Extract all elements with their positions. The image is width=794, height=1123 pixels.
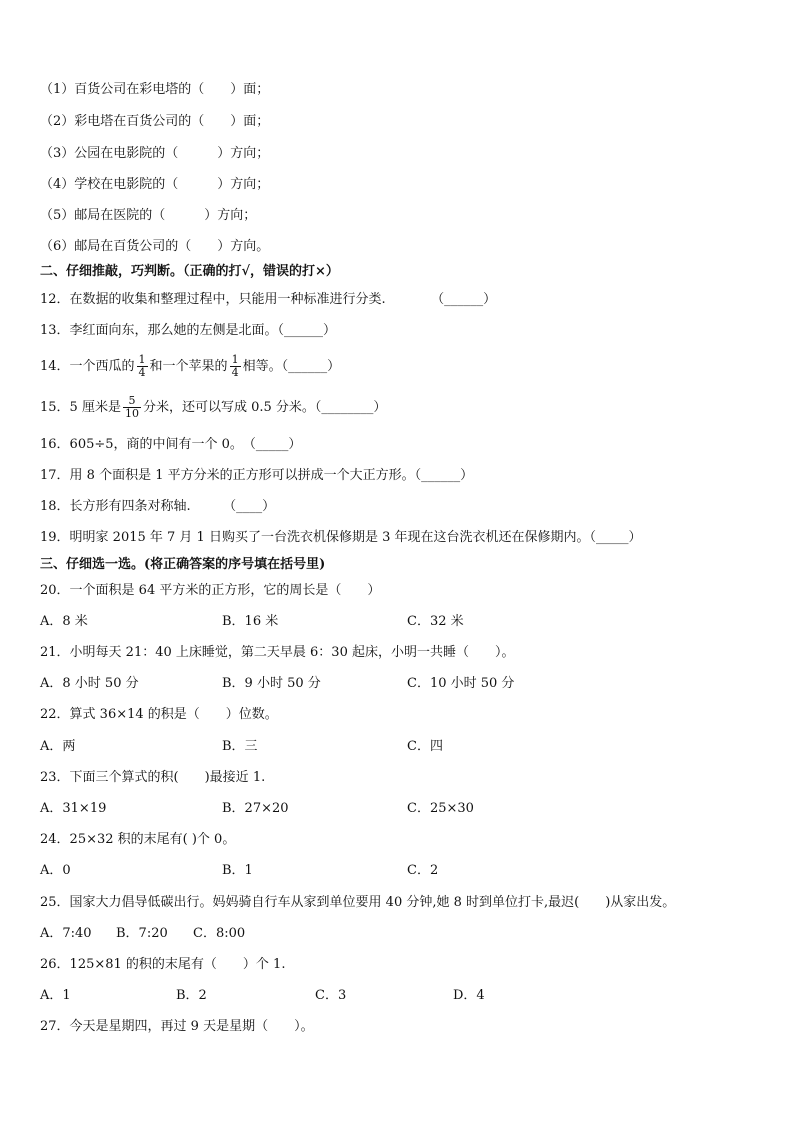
q26-option-d: D．4	[453, 988, 485, 1003]
q22-option-a: A．两	[40, 739, 76, 754]
question-23: 23．下面三个算式的积( )最接近 1.	[40, 770, 266, 785]
section3-header: 三、仔细选一选。(将正确答案的序号填在括号里)	[40, 557, 326, 572]
q24-option-a: A．0	[40, 863, 71, 878]
direction-item-1: （1）百货公司在彩电塔的（ ）面；	[40, 82, 270, 97]
question-27: 27．今天是星期四，再过 9 天是星期（ ）。	[40, 1019, 314, 1034]
direction-item-4: （4）学校在电影院的（ ）方向；	[40, 177, 270, 192]
question-22: 22．算式 36×14 的积是（ ）位数。	[40, 707, 278, 722]
question-18: 18．长方形有四条对称轴. （____）	[40, 499, 276, 514]
q14-fraction-1: $\frac{1}{4}$	[138, 353, 146, 379]
q25-option-c: C．8:00	[193, 926, 246, 941]
q14-text-pre: 14．一个西瓜的	[40, 359, 135, 374]
question-17: 17．用 8 个面积是 1 平方分米的正方形可以拼成一个大正方形。（______）	[40, 468, 474, 483]
q15-fraction: $\frac{5}{10}$	[124, 394, 139, 420]
q23-option-b: B．27×20	[222, 801, 289, 816]
q26-option-c: C．3	[315, 988, 347, 1003]
question-15	[40, 391, 386, 425]
q23-option-a: A．31×19	[40, 801, 107, 816]
direction-item-2: （2）彩电塔在百货公司的（ ）面；	[40, 114, 270, 129]
q14-fraction-2: $\frac{1}{4}$	[231, 353, 239, 379]
question-16: 16．605÷5，商的中间有一个 0。 （_____）	[40, 437, 302, 452]
direction-item-3: （3）公园在电影院的（ ）方向；	[40, 146, 270, 161]
question-25: 25．国家大力倡导低碳出行。妈妈骑自行车从家到单位要用 40 分钟,她 8 时到单位打卡,最迟( )从家出发。	[40, 895, 676, 910]
q20-option-b: B．16 米	[222, 614, 279, 629]
q23-option-c: C．25×30	[407, 801, 474, 816]
question-24: 24．25×32 积的末尾有( )个 0。	[40, 832, 236, 847]
q22-option-c: C．四	[407, 739, 443, 754]
q14-text-mid: 和一个苹果的	[149, 359, 228, 374]
question-20: 20．一个面积是 64 平方米的正方形，它的周长是（ ）	[40, 583, 381, 598]
question-21: 21．小明每天 21：40 上床睡觉，第二天早晨 6：30 起床，小明一共睡（ ）。	[40, 645, 515, 660]
q22-option-b: B．三	[222, 739, 258, 754]
q25-option-a: A．7:40	[40, 926, 92, 941]
q15-text-pre: 15．5 厘米是	[40, 400, 121, 415]
q21-option-c: C．10 小时 50 分	[407, 676, 515, 691]
question-26: 26．125×81 的积的末尾有（ ）个 1.	[40, 957, 286, 972]
q24-option-c: C．2	[407, 863, 439, 878]
q14-text-post: 相等。（______）	[242, 359, 341, 374]
question-12: 12．在数据的收集和整理过程中，只能用一种标准进行分类. （______）	[40, 292, 497, 307]
section2-header: 二、仔细推敲，巧判断。（正确的打√，错误的打×）	[40, 264, 339, 279]
q26-option-a: A．1	[40, 988, 71, 1003]
question-13: 13．李红面向东，那么她的左侧是北面。（______）	[40, 323, 337, 338]
direction-item-5: （5）邮局在医院的（ ）方向；	[40, 208, 257, 223]
q21-option-b: B．9 小时 50 分	[222, 676, 321, 691]
direction-item-6: （6）邮局在百货公司的（ ）方向。	[40, 239, 270, 254]
q20-option-c: C．32 米	[407, 614, 464, 629]
q15-text-post: 分米，还可以写成 0.5 分米。（________）	[142, 400, 387, 415]
q20-option-a: A．8 米	[40, 614, 88, 629]
q26-option-b: B．2	[176, 988, 207, 1003]
question-19: 19．明明家 2015 年 7 月 1 日购买了一台洗衣机保修期是 3 年现在这台洗衣机还在保修期内。（_____）	[40, 530, 642, 545]
q25-option-b: B．7:20	[116, 926, 168, 941]
question-14	[40, 350, 340, 384]
q21-option-a: A．8 小时 50 分	[40, 676, 139, 691]
q24-option-b: B．1	[222, 863, 253, 878]
